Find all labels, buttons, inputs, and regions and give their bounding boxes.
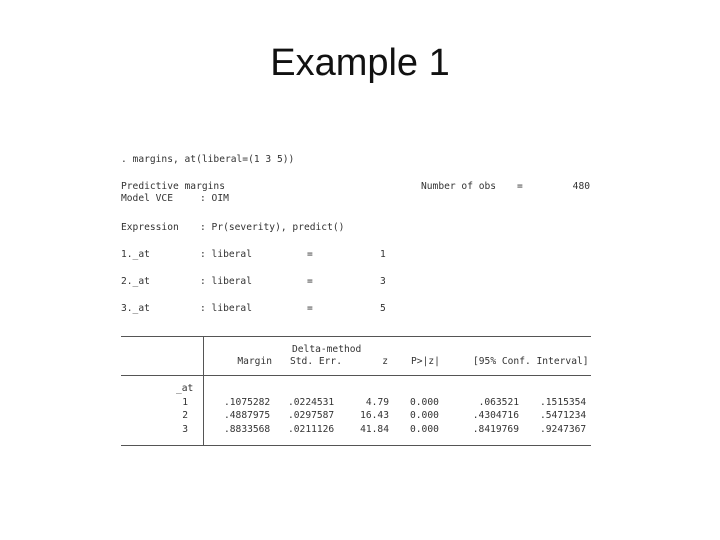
output-heading: Predictive margins [121,181,225,192]
row-index: 1 [182,397,188,408]
table-stub-divider [203,336,204,446]
model-vce-label: Model VCE [121,193,173,204]
group-label: _at [176,383,194,394]
cell-p: 0.000 [410,397,439,408]
cell-margin: .8833568 [224,424,271,435]
cell-ci-low: .8419769 [472,424,519,435]
cell-se: .0297587 [288,410,335,421]
command-line: . margins, at(liberal=(1 3 5)) [121,154,295,165]
at-label: 1._at [121,249,150,260]
cell-ci-high: .5471234 [540,410,587,421]
expression-value: : Pr(severity), predict() [200,222,345,233]
at-val: 1 [380,249,386,260]
row-index: 2 [182,410,188,421]
super-header: Delta-method [292,344,362,355]
nobs-label: Number of obs [421,181,497,192]
cell-margin: .4887975 [224,410,271,421]
at-label: 3._at [121,303,150,314]
cell-se: .0224531 [288,397,335,408]
expression-label: Expression [121,222,179,233]
col-header-ci: [95% Conf. Interval] [473,356,589,367]
nobs-equals: = [517,181,523,192]
cell-z: 4.79 [365,397,389,408]
at-var: : liberal [200,303,252,314]
nobs-value: 480 [572,181,590,192]
col-header-z: z [382,356,388,367]
cell-p: 0.000 [410,424,439,435]
cell-margin: .1075282 [224,397,271,408]
at-var: : liberal [200,249,252,260]
at-label: 2._at [121,276,150,287]
col-header-se: Std. Err. [290,356,342,367]
cell-se: .0211126 [288,424,335,435]
table-bottom-rule [121,445,591,446]
at-var: : liberal [200,276,252,287]
cell-ci-low: .4304716 [472,410,519,421]
cell-z: 41.84 [360,424,389,435]
cell-ci-low: .063521 [478,397,519,408]
at-eq: = [307,249,313,260]
at-val: 3 [380,276,386,287]
model-vce-value: : OIM [200,193,229,204]
cell-ci-high: .9247367 [540,424,587,435]
cell-p: 0.000 [410,410,439,421]
table-top-rule [121,336,591,337]
at-val: 5 [380,303,386,314]
cell-z: 16.43 [360,410,389,421]
at-eq: = [307,276,313,287]
slide-title: Example 1 [270,42,450,84]
row-index: 3 [182,424,188,435]
col-header-margin: Margin [237,356,272,367]
cell-ci-high: .1515354 [540,397,587,408]
table-header-rule [121,375,591,376]
col-header-p: P>|z| [411,356,440,367]
at-eq: = [307,303,313,314]
